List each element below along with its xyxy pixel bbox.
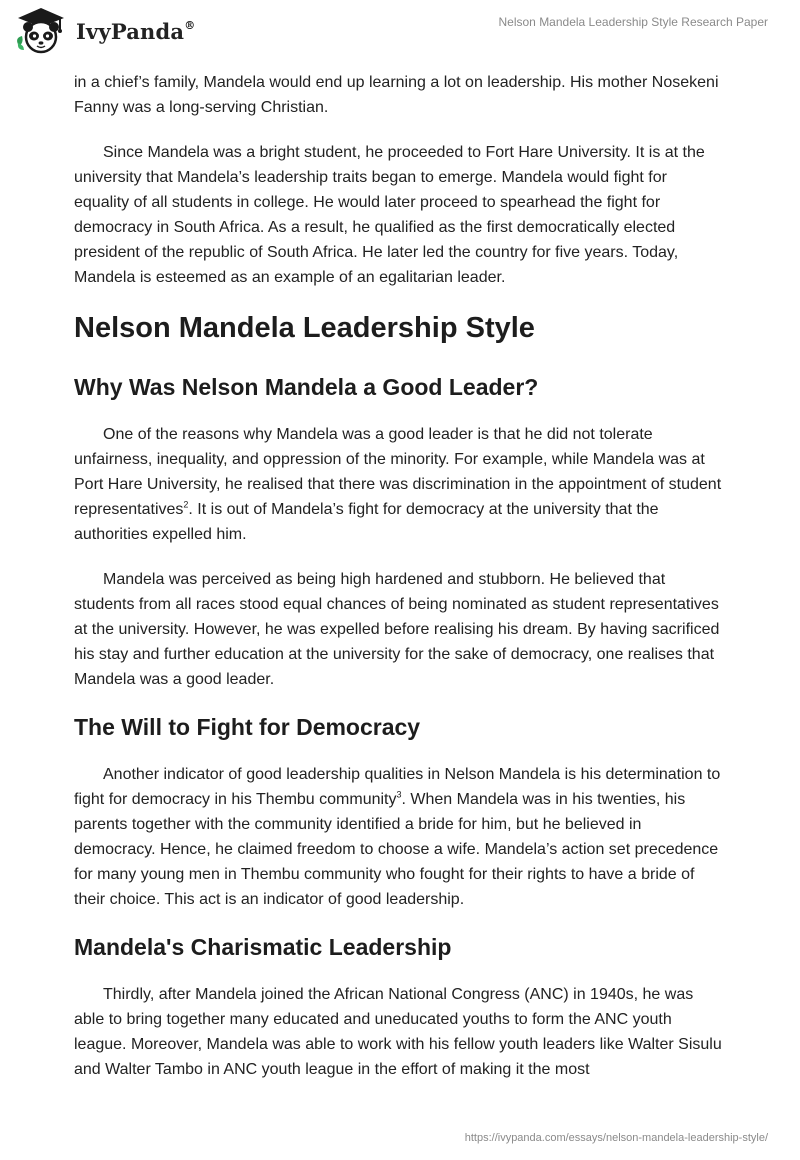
article-body — [74, 70, 726, 1102]
footnote-ref[interactable]: 2 — [183, 499, 189, 510]
subsection-heading: The Will to Fight for Democracy — [74, 714, 421, 740]
page-header — [0, 0, 800, 70]
ivypanda-logo[interactable] — [12, 6, 195, 56]
source-url[interactable]: https://ivypanda.com/essays/nelson-mandela-leadership-style/ — [464, 1132, 768, 1144]
paragraph: One of the reasons why Mandela was a good leader is that he did not tolerate unfairness, inequality, and oppression of the minority. For example, while Mandela was at Port Hare University, he realised that there was discrimination in the appointment of student representatives$^2$. It is out of Mandela’s fight for democracy at the university that the authorities expelled him. — [74, 426, 722, 543]
paragraph: Mandela was perceived as being high hardened and stubborn. He believed that students from all races stood equal chances of being nominated as student representatives at the university. However, he was expelled before realising his dream. By having sacrificed his stay and further education at the university for the sake of democracy, one realises that Mandela was a good leader. — [74, 571, 720, 688]
paragraph: Another indicator of good leadership qualities in Nelson Mandela is his determination to fight for democracy in his Thembu community$^3$. When Mandela was in his twenties, his parents together with the community identified a bride for him, but he believed in democracy. Hence, he claimed freedom to choose a wife. Mandela’s action set precedence for many young men in Thembu community who fought for their rights to have a bride of their choice. This act is an indicator of good leadership. — [74, 766, 721, 908]
panda-graduate-icon — [12, 6, 70, 56]
paragraph: Thirdly, after Mandela joined the African National Congress (ANC) in 1940s, he was able to bring together many educated and uneducated youths to form the ANC youth league. Moreover, Mandela was able to work with his fellow youth leaders like Walter Sisulu and Walter Tambo in ANC youth league in the effort of making it the most — [74, 986, 722, 1078]
section-heading: Nelson Mandela Leadership Style — [74, 312, 535, 344]
subsection-heading: Why Was Nelson Mandela a Good Leader? — [74, 374, 539, 400]
paragraph: in a chief’s family, Mandela would end up learning a lot on leadership. His mother Nosekeni Fanny was a long-serving Christian. — [74, 74, 719, 116]
paragraph: Since Mandela was a bright student, he proceeded to Fort Hare University. It is at the university that Mandela’s leadership traits began to emerge. Mandela would fight for equality of all students in college. He would later proceed to spearhead the fight for democracy in South Africa. As a result, he qualified as the first democratically elected president of the republic of South Africa. He later led the country for five years. Today, Mandela is esteemed as an example of an egalitarian leader. — [74, 144, 705, 286]
footnote-ref[interactable]: 3 — [396, 789, 402, 800]
subsection-heading: Mandela's Charismatic Leadership — [74, 934, 452, 960]
brand-name: IvyPanda® — [76, 18, 196, 44]
document-title: Nelson Mandela Leadership Style Research Paper — [498, 15, 768, 29]
